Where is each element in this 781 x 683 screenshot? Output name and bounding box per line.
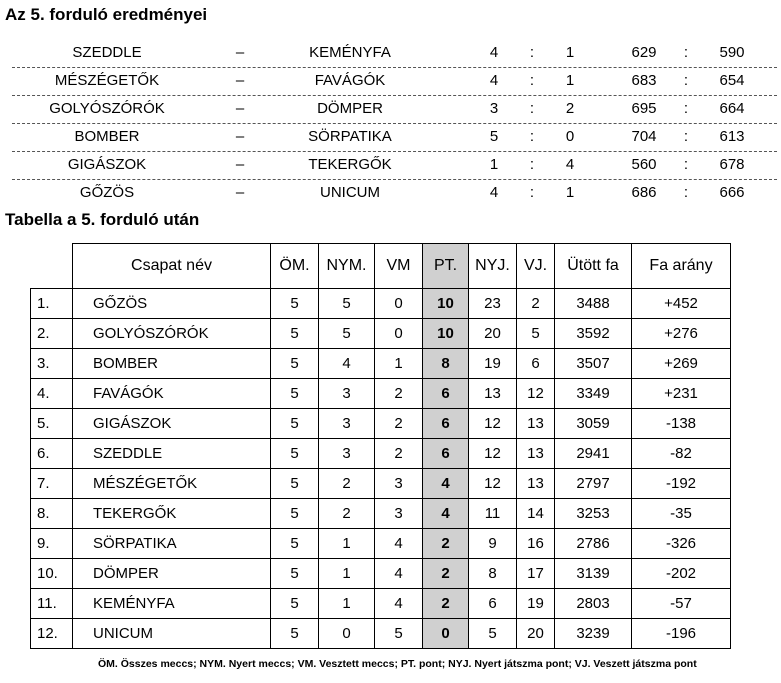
utott-fa-header: Ütött fa xyxy=(555,244,632,289)
cell-nyj: 12 xyxy=(469,409,517,439)
cell-arany: -202 xyxy=(632,559,731,589)
cell-pt: 10 xyxy=(423,319,469,349)
home-team: BOMBER xyxy=(74,128,140,145)
cell-pt: 8 xyxy=(423,349,469,379)
standings-row xyxy=(31,409,731,439)
pins-away: 666 xyxy=(719,184,745,201)
cell-om: 5 xyxy=(271,499,319,529)
cell-arany: +452 xyxy=(632,289,731,319)
cell-utott: 3349 xyxy=(555,379,632,409)
cell-vm: 0 xyxy=(375,319,423,349)
sets-home: 3 xyxy=(489,100,499,117)
cell-vm: 2 xyxy=(375,379,423,409)
cell-vj: 13 xyxy=(517,409,555,439)
cell-nyj: 13 xyxy=(469,379,517,409)
sets-colon: : xyxy=(529,156,535,173)
cell-nym: 3 xyxy=(319,409,375,439)
cell-team: KEMÉNYFA xyxy=(73,589,271,619)
cell-om: 5 xyxy=(271,559,319,589)
round-results-title: Az 5. forduló eredményei xyxy=(5,5,208,24)
match-separator: – xyxy=(235,44,245,61)
cell-pt: 0 xyxy=(423,619,469,649)
cell-om: 5 xyxy=(271,409,319,439)
cell-arany: -35 xyxy=(632,499,731,529)
sets-away: 0 xyxy=(565,128,575,145)
match-separator: – xyxy=(235,184,245,201)
cell-nyj: 9 xyxy=(469,529,517,559)
cell-nym: 4 xyxy=(319,349,375,379)
home-team: SZEDDLE xyxy=(72,44,142,61)
away-team: TEKERGŐK xyxy=(308,156,392,173)
standings-row xyxy=(31,559,731,589)
rank-header xyxy=(31,244,73,289)
pt-header: PT. xyxy=(423,244,469,289)
cell-vm: 3 xyxy=(375,499,423,529)
cell-pt: 10 xyxy=(423,289,469,319)
cell-rank: 5. xyxy=(31,409,73,439)
sets-home: 5 xyxy=(489,128,499,145)
standings-row xyxy=(31,439,731,469)
away-team: DÖMPER xyxy=(317,100,383,117)
cell-nyj: 11 xyxy=(469,499,517,529)
cell-vm: 4 xyxy=(375,589,423,619)
cell-team: SÖRPATIKA xyxy=(73,529,271,559)
fa-arany-header: Fa arány xyxy=(632,244,731,289)
cell-utott: 3239 xyxy=(555,619,632,649)
sets-away: 1 xyxy=(565,72,575,89)
standings-row xyxy=(31,529,731,559)
cell-pt: 6 xyxy=(423,379,469,409)
cell-vj: 2 xyxy=(517,289,555,319)
cell-nym: 5 xyxy=(319,319,375,349)
cell-rank: 9. xyxy=(31,529,73,559)
cell-vm: 3 xyxy=(375,469,423,499)
standings-row xyxy=(31,469,731,499)
pins-away: 664 xyxy=(719,100,745,117)
cell-nym: 3 xyxy=(319,379,375,409)
match-separator: – xyxy=(235,72,245,89)
cell-pt: 4 xyxy=(423,469,469,499)
result-row xyxy=(12,152,777,180)
cell-nym: 1 xyxy=(319,589,375,619)
cell-nym: 3 xyxy=(319,439,375,469)
sets-away: 1 xyxy=(565,184,575,201)
cell-utott: 2797 xyxy=(555,469,632,499)
cell-om: 5 xyxy=(271,439,319,469)
cell-arany: +269 xyxy=(632,349,731,379)
result-row xyxy=(12,96,777,124)
pins-home: 683 xyxy=(631,72,657,89)
cell-rank: 2. xyxy=(31,319,73,349)
cell-arany: -57 xyxy=(632,589,731,619)
om-header: ÖM. xyxy=(271,244,319,289)
cell-nyj: 6 xyxy=(469,589,517,619)
cell-utott: 2941 xyxy=(555,439,632,469)
vj-header: VJ. xyxy=(517,244,555,289)
pins-home: 695 xyxy=(631,100,657,117)
cell-vm: 4 xyxy=(375,559,423,589)
pins-colon: : xyxy=(683,156,689,173)
cell-rank: 3. xyxy=(31,349,73,379)
cell-vj: 19 xyxy=(517,589,555,619)
nym-header: NYM. xyxy=(319,244,375,289)
cell-team: FAVÁGÓK xyxy=(73,379,271,409)
cell-arany: -192 xyxy=(632,469,731,499)
standings-row xyxy=(31,349,731,379)
cell-team: GOLYÓSZÓRÓK xyxy=(73,319,271,349)
cell-om: 5 xyxy=(271,589,319,619)
cell-team: TEKERGŐK xyxy=(73,499,271,529)
pins-colon: : xyxy=(683,100,689,117)
sets-home: 4 xyxy=(489,72,499,89)
pins-home: 704 xyxy=(631,128,657,145)
cell-vj: 17 xyxy=(517,559,555,589)
cell-om: 5 xyxy=(271,289,319,319)
pins-away: 678 xyxy=(719,156,745,173)
pins-home: 686 xyxy=(631,184,657,201)
cell-nym: 0 xyxy=(319,619,375,649)
result-row xyxy=(12,68,777,96)
cell-rank: 8. xyxy=(31,499,73,529)
cell-nyj: 23 xyxy=(469,289,517,319)
home-team: MÉSZÉGETŐK xyxy=(54,72,160,89)
cell-rank: 11. xyxy=(31,589,73,619)
sets-colon: : xyxy=(529,72,535,89)
standings-title: Tabella a 5. forduló után xyxy=(5,210,200,229)
cell-vm: 1 xyxy=(375,349,423,379)
cell-team: MÉSZÉGETŐK xyxy=(73,469,271,499)
cell-vj: 12 xyxy=(517,379,555,409)
cell-arany: -138 xyxy=(632,409,731,439)
cell-vj: 13 xyxy=(517,469,555,499)
cell-vj: 5 xyxy=(517,319,555,349)
cell-nym: 5 xyxy=(319,289,375,319)
result-row xyxy=(12,180,777,207)
sets-colon: : xyxy=(529,100,535,117)
cell-vm: 0 xyxy=(375,289,423,319)
cell-team: GIGÁSZOK xyxy=(73,409,271,439)
cell-om: 5 xyxy=(271,319,319,349)
cell-nyj: 12 xyxy=(469,439,517,469)
cell-vj: 6 xyxy=(517,349,555,379)
pins-home: 629 xyxy=(631,44,657,61)
cell-om: 5 xyxy=(271,469,319,499)
cell-utott: 3507 xyxy=(555,349,632,379)
cell-utott: 2803 xyxy=(555,589,632,619)
cell-rank: 4. xyxy=(31,379,73,409)
cell-team: BOMBER xyxy=(73,349,271,379)
cell-nym: 1 xyxy=(319,529,375,559)
cell-nyj: 5 xyxy=(469,619,517,649)
cell-arany: -326 xyxy=(632,529,731,559)
cell-pt: 2 xyxy=(423,529,469,559)
cell-om: 5 xyxy=(271,379,319,409)
cell-arany: +276 xyxy=(632,319,731,349)
sets-away: 2 xyxy=(565,100,575,117)
team-header: Csapat név xyxy=(73,244,271,289)
standings-row xyxy=(31,319,731,349)
sets-colon: : xyxy=(529,44,535,61)
sets-away: 1 xyxy=(565,44,575,61)
cell-nym: 2 xyxy=(319,469,375,499)
cell-team: UNICUM xyxy=(73,619,271,649)
away-team: KEMÉNYFA xyxy=(309,44,391,61)
cell-arany: +231 xyxy=(632,379,731,409)
standings-header-row xyxy=(31,244,731,289)
standings-row xyxy=(31,499,731,529)
match-separator: – xyxy=(235,128,245,145)
pins-home: 560 xyxy=(631,156,657,173)
cell-vj: 16 xyxy=(517,529,555,559)
cell-vm: 5 xyxy=(375,619,423,649)
cell-utott: 3139 xyxy=(555,559,632,589)
vm-header: VM xyxy=(375,244,423,289)
cell-pt: 2 xyxy=(423,589,469,619)
cell-pt: 2 xyxy=(423,559,469,589)
cell-om: 5 xyxy=(271,349,319,379)
cell-vj: 13 xyxy=(517,439,555,469)
sets-colon: : xyxy=(529,184,535,201)
match-separator: – xyxy=(235,156,245,173)
pins-colon: : xyxy=(683,128,689,145)
cell-utott: 3059 xyxy=(555,409,632,439)
away-team: UNICUM xyxy=(320,184,380,201)
pins-away: 654 xyxy=(719,72,745,89)
cell-vj: 20 xyxy=(517,619,555,649)
round-results-list xyxy=(12,40,777,207)
pins-colon: : xyxy=(683,44,689,61)
cell-om: 5 xyxy=(271,529,319,559)
standings-table xyxy=(30,243,731,649)
cell-om: 5 xyxy=(271,619,319,649)
cell-team: DÖMPER xyxy=(73,559,271,589)
standings-row xyxy=(31,619,731,649)
cell-team: SZEDDLE xyxy=(73,439,271,469)
sets-home: 4 xyxy=(489,44,499,61)
cell-utott: 3253 xyxy=(555,499,632,529)
away-team: FAVÁGÓK xyxy=(314,72,386,89)
standings-row xyxy=(31,589,731,619)
footnote: ÖM. Összes meccs; NYM. Nyert meccs; VM. Vesztett meccs; PT. pont; NYJ. Nyert játszma pont; VJ. Veszett játszma pont xyxy=(98,658,697,670)
cell-nym: 2 xyxy=(319,499,375,529)
pins-colon: : xyxy=(683,184,689,201)
match-separator: – xyxy=(235,100,245,117)
standings-row xyxy=(31,289,731,319)
cell-rank: 10. xyxy=(31,559,73,589)
cell-vj: 14 xyxy=(517,499,555,529)
nyj-header: NYJ. xyxy=(469,244,517,289)
pins-away: 613 xyxy=(719,128,745,145)
home-team: GŐZÖS xyxy=(79,184,135,201)
away-team: SÖRPATIKA xyxy=(308,128,392,145)
sets-colon: : xyxy=(529,128,535,145)
cell-nyj: 12 xyxy=(469,469,517,499)
home-team: GOLYÓSZÓRÓK xyxy=(49,100,165,117)
home-team: GIGÁSZOK xyxy=(67,156,147,173)
cell-pt: 6 xyxy=(423,439,469,469)
standings-row xyxy=(31,379,731,409)
sets-home: 4 xyxy=(489,184,499,201)
cell-nyj: 8 xyxy=(469,559,517,589)
cell-pt: 6 xyxy=(423,409,469,439)
cell-nym: 1 xyxy=(319,559,375,589)
cell-utott: 2786 xyxy=(555,529,632,559)
cell-nyj: 19 xyxy=(469,349,517,379)
cell-vm: 2 xyxy=(375,409,423,439)
cell-rank: 7. xyxy=(31,469,73,499)
cell-arany: -82 xyxy=(632,439,731,469)
cell-vm: 4 xyxy=(375,529,423,559)
sets-away: 4 xyxy=(565,156,575,173)
result-row xyxy=(12,40,777,68)
cell-utott: 3488 xyxy=(555,289,632,319)
result-row xyxy=(12,124,777,152)
cell-arany: -196 xyxy=(632,619,731,649)
cell-team: GŐZÖS xyxy=(73,289,271,319)
cell-rank: 12. xyxy=(31,619,73,649)
cell-utott: 3592 xyxy=(555,319,632,349)
sets-home: 1 xyxy=(489,156,499,173)
pins-colon: : xyxy=(683,72,689,89)
cell-pt: 4 xyxy=(423,499,469,529)
cell-vm: 2 xyxy=(375,439,423,469)
cell-rank: 1. xyxy=(31,289,73,319)
cell-nyj: 20 xyxy=(469,319,517,349)
standings-body xyxy=(31,289,731,649)
pins-away: 590 xyxy=(719,44,745,61)
cell-rank: 6. xyxy=(31,439,73,469)
